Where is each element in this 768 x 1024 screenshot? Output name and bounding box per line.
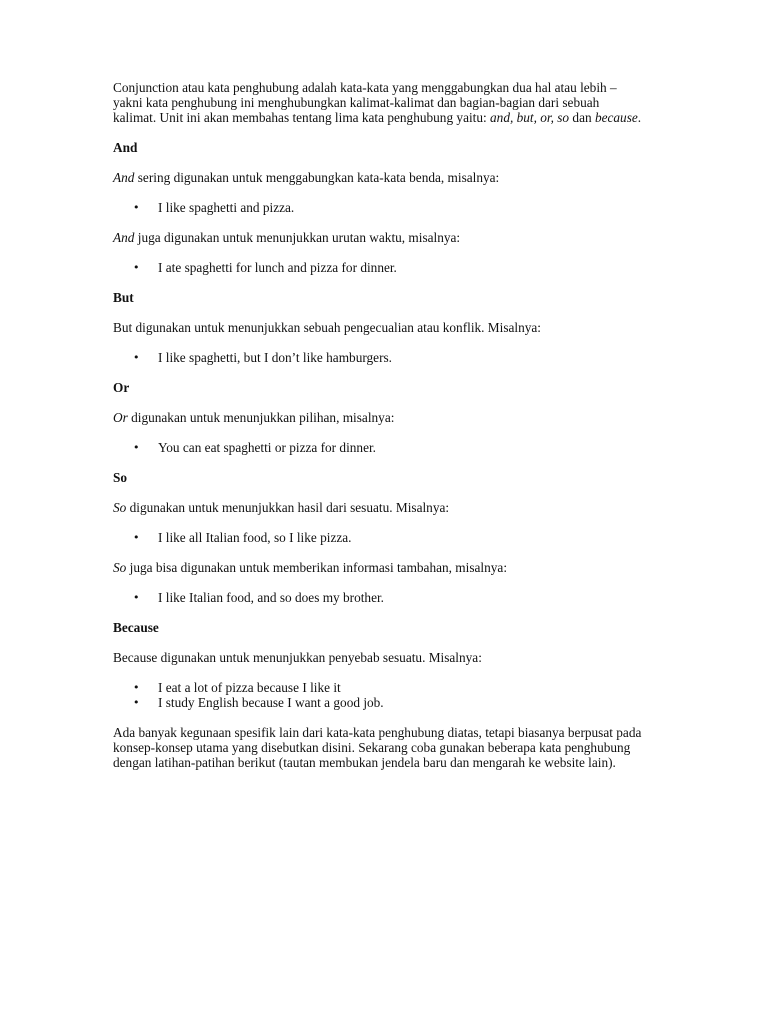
intro-end: . <box>637 110 642 125</box>
list-item <box>113 350 643 365</box>
bullet-icon: • <box>133 351 140 364</box>
list-item <box>113 680 643 695</box>
heading-but: But <box>113 290 134 305</box>
and-paragraph-2 <box>113 230 643 245</box>
example-text: I like spaghetti, but I don’t like hamburgers. <box>158 350 393 365</box>
and-p2-text: juga digunakan untuk menunjukkan urutan waktu, misalnya: <box>134 230 461 245</box>
intro-because: because <box>594 110 638 125</box>
bullet-icon: • <box>133 201 140 214</box>
because-paragraph-1: Because digunakan untuk menunjukkan penyebab sesuatu. Misalnya: <box>113 650 482 665</box>
example-text: I study English because I want a good job. <box>158 695 384 710</box>
heading-so: So <box>113 470 128 485</box>
example-text: I eat a lot of pizza because I like it <box>158 680 341 695</box>
bullet-icon: • <box>133 681 140 694</box>
but-paragraph-1: But digunakan untuk menunjukkan sebuah pengecualian atau konflik. Misalnya: <box>113 320 541 335</box>
heading-and: And <box>113 140 138 155</box>
bullet-icon: • <box>133 441 140 454</box>
intro-paragraph <box>113 80 643 125</box>
so-p2-italic: So <box>113 560 127 575</box>
and-paragraph-1 <box>113 170 643 185</box>
and-p1-italic: And <box>113 170 135 185</box>
list-item <box>113 695 643 710</box>
and-example-list-1 <box>113 200 643 215</box>
list-item <box>113 440 643 455</box>
so-p2-text: juga bisa digunakan untuk memberikan informasi tambahan, misalnya: <box>126 560 508 575</box>
and-p2-italic: And <box>113 230 135 245</box>
list-item <box>113 200 643 215</box>
so-p1-text: digunakan untuk menunjukkan hasil dari sesuatu. Misalnya: <box>126 500 450 515</box>
or-paragraph-1 <box>113 410 643 425</box>
and-p1-text: sering digunakan untuk menggabungkan kata-kata benda, misalnya: <box>134 170 500 185</box>
list-item <box>113 260 643 275</box>
example-text: I like all Italian food, so I like pizza. <box>158 530 352 545</box>
bullet-icon: • <box>133 261 140 274</box>
document-page <box>113 80 643 785</box>
bullet-icon: • <box>133 531 140 544</box>
intro-text: Conjunction atau kata penghubung adalah kata-kata yang menggabungkan dua hal atau lebih – yakni kata penghubung ini menghubungkan kalimat-kalimat dan bagian-bagian dari sebuah kalimat. Unit ini akan membahas tentang lima kata penghubung yaitu: <box>113 80 617 125</box>
bullet-icon: • <box>133 696 140 709</box>
example-text: You can eat spaghetti or pizza for dinner. <box>158 440 376 455</box>
so-example-list-1 <box>113 530 643 545</box>
list-item <box>113 590 643 605</box>
so-p1-italic: So <box>113 500 127 515</box>
and-example-list-2 <box>113 260 643 275</box>
so-paragraph-2 <box>113 560 643 575</box>
example-text: I like Italian food, and so does my brother. <box>158 590 384 605</box>
because-example-list <box>113 680 643 710</box>
intro-conjunction-list: and, but, or, so <box>490 110 570 125</box>
closing-paragraph: Ada banyak kegunaan spesifik lain dari kata-kata penghubung diatas, tetapi biasanya berpusat pada konsep-konsep utama yang disebutkan disini. Sekarang coba gunakan beberapa kata penghubung dengan latihan-patihan berikut (tautan membukan jendela baru dan mengarah ke website lain). <box>113 725 642 770</box>
bullet-icon: • <box>133 591 140 604</box>
or-p1-italic: Or <box>113 410 128 425</box>
but-example-list <box>113 350 643 365</box>
heading-or: Or <box>113 380 130 395</box>
so-example-list-2 <box>113 590 643 605</box>
so-paragraph-1 <box>113 500 643 515</box>
or-p1-text: digunakan untuk menunjukkan pilihan, misalnya: <box>127 410 395 425</box>
example-text: I like spaghetti and pizza. <box>158 200 295 215</box>
intro-dan: dan <box>569 110 595 125</box>
or-example-list <box>113 440 643 455</box>
heading-because: Because <box>113 620 159 635</box>
list-item <box>113 530 643 545</box>
example-text: I ate spaghetti for lunch and pizza for dinner. <box>158 260 397 275</box>
